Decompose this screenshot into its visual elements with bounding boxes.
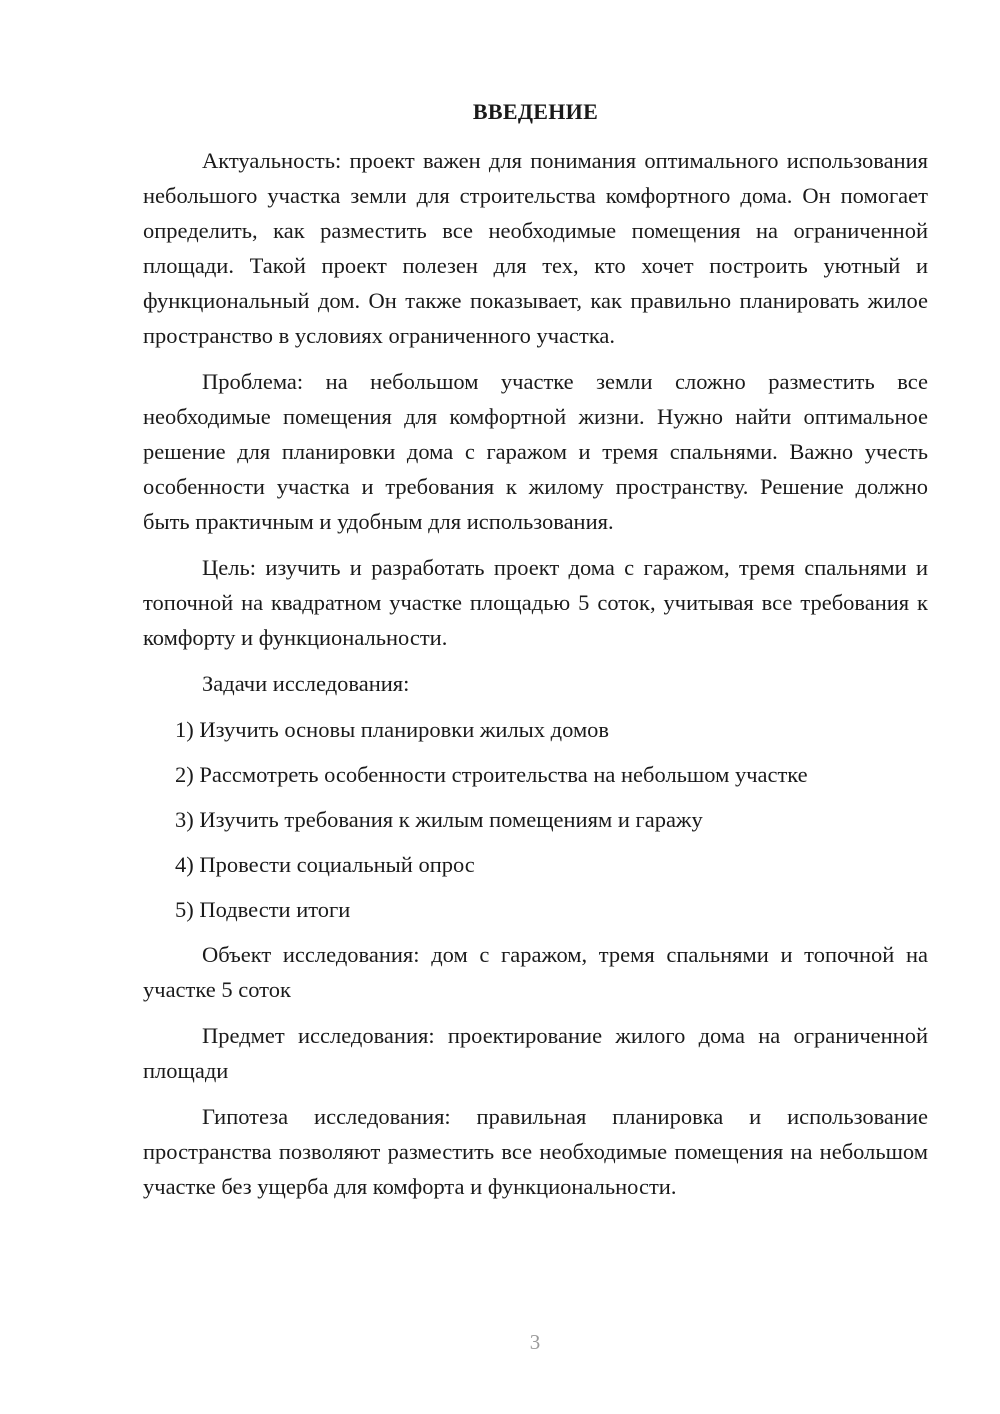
task-item: 5) Подвести итоги [175,897,351,922]
section-title: ВВЕДЕНИЕ [472,99,599,124]
hypothesis-paragraph: Гипотеза исследования: правильная планировка и использование пространства позволяют разместить все необходимые помещения на небольшом участке без ущерба для комфорта и функциональности. [143,1104,928,1199]
task-item: 4) Провести социальный опрос [175,852,475,877]
task-item: 3) Изучить требования к жилым помещениям и гаражу [175,807,703,832]
task-item: 1) Изучить основы планировки жилых домов [175,717,610,742]
page-number: 3 [529,1330,541,1354]
tasks-list [143,712,928,927]
task-item: 2) Рассмотреть особенности строительства на небольшом участке [175,762,808,787]
problem-paragraph: Проблема: на небольшом участке земли сложно разместить все необходимые помещения для комфортной жизни. Нужно найти оптимальное решение для планировки дома с гаражом и тремя спальнями. Важно учесть особенности участка и требования к жилому пространству. Решение должно быть практичным и удобным для использования. [143,369,928,534]
relevance-paragraph: Актуальность: проект важен для понимания оптимального использования небольшого участка земли для строительства комфортного дома. Он помогает определить, как разместить все необходимые помещения на ограниченной площади. Такой проект полезен для тех, кто хочет построить уютный и функциональный дом. Он также показывает, как правильно планировать жилое пространство в условиях ограниченного участка. [143,148,928,348]
page-content [143,94,928,1215]
tasks-heading: Задачи исследования: [202,671,410,696]
subject-paragraph: Предмет исследования: проектирование жилого дома на ограниченной площади [143,1023,928,1083]
goal-paragraph: Цель: изучить и разработать проект дома с гаражом, тремя спальнями и топочной на квадратном участке площадью 5 соток, учитывая все требования к комфорту и функциональности. [143,555,928,650]
object-paragraph: Объект исследования: дом с гаражом, тремя спальнями и топочной на участке 5 соток [143,942,928,1002]
